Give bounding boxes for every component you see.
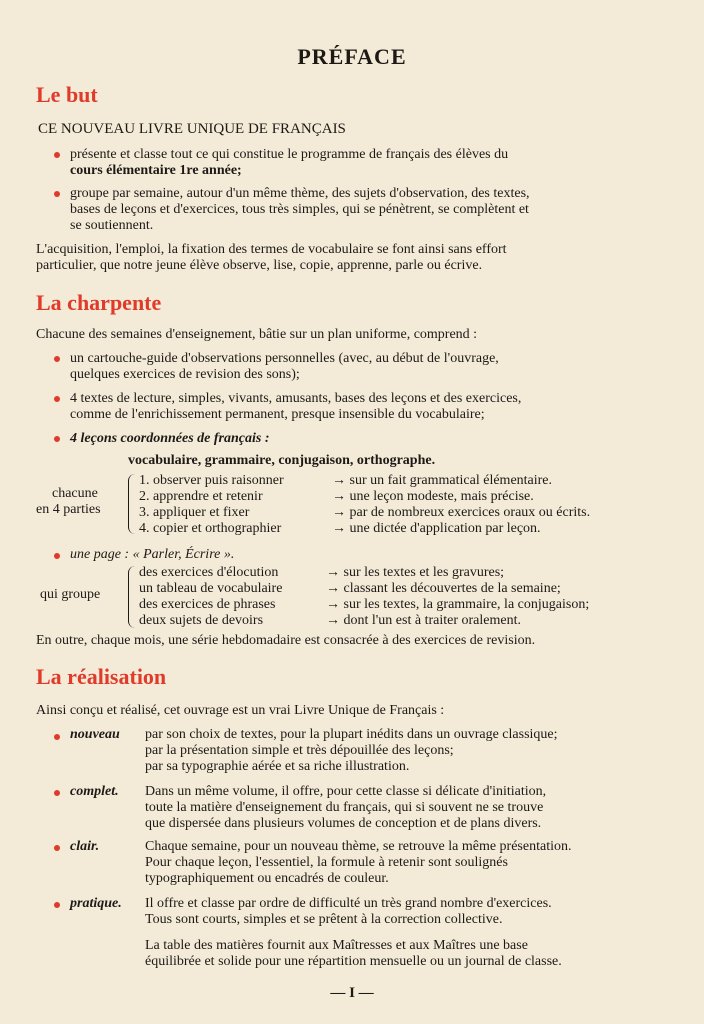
group2-label: qui groupe [40, 587, 101, 602]
bullet-icon [54, 790, 60, 796]
group1-right-3: → par de nombreux exercices oraux ou écrits. [332, 505, 591, 520]
group2-right-3: → sur les textes, la grammaire, la conjugaison; [326, 597, 590, 612]
group1-right-4: → une dictée d'application par leçon. [332, 521, 541, 536]
charpente-b2-line1: 4 textes de lecture, simples, vivants, amusants, bases des leçons et des exercices, [70, 391, 522, 406]
group2-right-2: → classant les découvertes de la semaine; [326, 581, 561, 596]
charpente-outro: En outre, chaque mois, une série hebdomadaire est consacrée à des exercices de revision. [36, 633, 536, 648]
nouveau-line3: par sa typographie aérée et sa riche illustration. [145, 759, 410, 774]
term-clair: clair. [70, 839, 100, 854]
complet-line2: toute la matière d'enseignement du français, qui si souvent ne se trouve [145, 800, 544, 815]
group1-left-3: 3. appliquer et fixer [139, 505, 250, 520]
but-bullet2-line3: se soutiennent. [70, 218, 154, 233]
clair-line2: Pour chaque leçon, l'essentiel, la formule à retenir sont soulignés [145, 855, 508, 870]
bullet-icon [54, 356, 60, 362]
bullet-icon [54, 845, 60, 851]
group1-label-line1: chacune [52, 486, 98, 501]
group2-right-1: → sur les textes et les gravures; [326, 565, 505, 580]
group1-right-2: → une leçon modeste, mais précise. [332, 489, 534, 504]
term-complet: complet. [70, 784, 119, 799]
charpente-b1-line2: quelques exercices de revision des sons); [70, 367, 300, 382]
charpente-b3: 4 leçons coordonnées de français : [70, 431, 270, 446]
term-nouveau: nouveau [70, 727, 120, 742]
brace-icon [128, 566, 135, 628]
heading-la-charpente: La charpente [36, 290, 162, 315]
brace-icon [128, 474, 135, 534]
nouveau-line2: par la présentation simple et très dépouillée des leçons; [145, 743, 454, 758]
page-number: — I — [330, 985, 374, 1001]
heading-le-but: Le but [36, 82, 98, 107]
group1-right-1: → sur un fait grammatical élémentaire. [332, 473, 553, 488]
bullet-icon [54, 553, 60, 559]
final-line1: La table des matières fournit aux Maîtresses et aux Maîtres une base [145, 938, 528, 953]
but-bullet1-line2: cours élémentaire 1re année; [70, 163, 242, 178]
pratique-line2: Tous sont courts, simples et se prêtent à la correction collective. [145, 912, 503, 927]
group2-left-2: un tableau de vocabulaire [139, 581, 283, 596]
charpente-b2-line2: comme de l'enrichissement permanent, presque insensible du vocabulaire; [70, 407, 485, 422]
bullet-icon [54, 152, 60, 158]
group1-left-4: 4. copier et orthographier [139, 521, 282, 536]
charpente-b3-sub: vocabulaire, grammaire, conjugaison, orthographe. [128, 453, 436, 468]
group2-left-3: des exercices de phrases [139, 597, 276, 612]
but-para-line1: L'acquisition, l'emploi, la fixation des termes de vocabulaire se font ainsi sans effort [36, 242, 507, 257]
but-intro: CE NOUVEAU LIVRE UNIQUE DE FRANÇAIS [38, 121, 346, 137]
heading-la-realisation: La réalisation [36, 664, 167, 689]
complet-line3: que dispersée dans plusieurs volumes de conception et de plans divers. [145, 816, 542, 831]
complet-line1: Dans un même volume, il offre, pour cette classe si délicate d'initiation, [145, 784, 547, 799]
group1-left-1: 1. observer puis raisonner [139, 473, 284, 488]
group2-right-4: → dont l'un est à traiter oralement. [326, 613, 521, 628]
but-para-line2: particulier, que notre jeune élève observe, lise, copie, apprenne, parle ou écrive. [36, 258, 483, 273]
group1-left-2: 2. apprendre et retenir [139, 489, 263, 504]
group2-left-1: des exercices d'élocution [139, 565, 279, 580]
final-line2: équilibrée et solide pour une répartition mensuelle ou un journal de classe. [145, 954, 562, 969]
clair-line1: Chaque semaine, pour un nouveau thème, se retrouve la même présentation. [145, 839, 572, 854]
realisation-intro: Ainsi conçu et réalisé, cet ouvrage est un vrai Livre Unique de Français : [36, 703, 445, 718]
charpente-b1-line1: un cartouche-guide d'observations personnelles (avec, au début de l'ouvrage, [70, 351, 499, 366]
but-bullet2-line1: groupe par semaine, autour d'un même thème, des sujets d'observation, des textes, [70, 186, 530, 201]
group1-label-line2: en 4 parties [36, 502, 101, 517]
bullet-icon [54, 191, 60, 197]
group2-left-4: deux sujets de devoirs [139, 613, 264, 628]
term-pratique: pratique. [70, 896, 122, 911]
pratique-line1: Il offre et classe par ordre de difficulté un très grand nombre d'exercices. [145, 896, 552, 911]
bullet-icon [54, 902, 60, 908]
clair-line3: typographiquement ou encadrés de couleur. [145, 871, 389, 886]
but-bullet1-line1: présente et classe tout ce qui constitue le programme de français des élèves du [70, 147, 509, 162]
bullet-icon [54, 396, 60, 402]
bullet-icon [54, 734, 60, 740]
page-title: PRÉFACE [297, 44, 407, 69]
charpente-b4: une page : « Parler, Écrire ». [70, 547, 235, 562]
charpente-intro: Chacune des semaines d'enseignement, bâtie sur un plan uniforme, comprend : [36, 327, 478, 342]
but-bullet2-line2: bases de leçons et d'exercices, tous très simples, qui se pénètrent, se complètent et [70, 202, 529, 217]
nouveau-line1: par son choix de textes, pour la plupart inédits dans un ouvrage classique; [145, 727, 558, 742]
bullet-icon [54, 436, 60, 442]
